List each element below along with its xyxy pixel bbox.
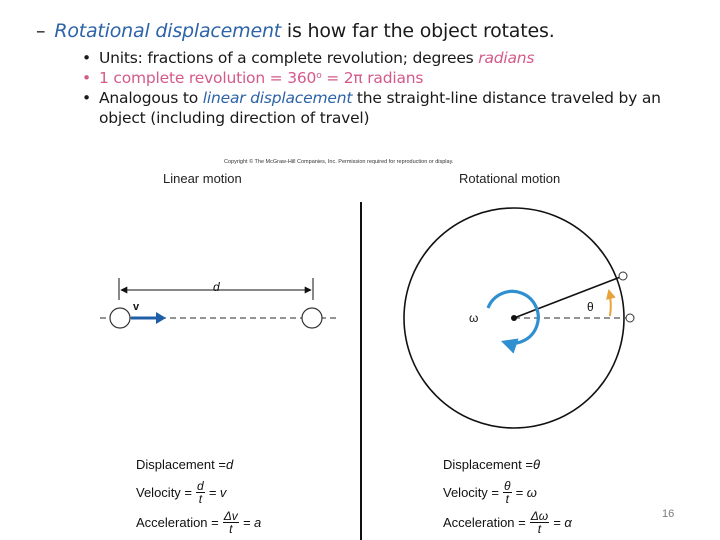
copyright-notice: Copyright © The McGraw-Hill Companies, Inc. Permission required for reproduction or display.	[224, 159, 454, 165]
rotational-acceleration-eq: Acceleration = $\frac{\Delta\omega}{t}$ = α	[443, 509, 572, 536]
linear-motion-title: Linear motion	[163, 171, 242, 186]
theta-label: θ	[587, 300, 594, 314]
d-label: d	[213, 280, 220, 294]
units-text: Units: fractions of a complete revolution; degrees	[99, 49, 479, 67]
term-rotational-displacement: Rotational displacement	[54, 20, 282, 42]
motion-figure	[100, 158, 720, 540]
start-ball	[110, 308, 130, 328]
linear-velocity-eq: Velocity = $\frac{d}{t}$ = v	[136, 479, 227, 506]
main-bullet	[36, 20, 555, 42]
revolution-text: 1 complete revolution = 360	[99, 69, 317, 87]
analog-prefix: Analogous to	[99, 89, 203, 107]
sub-bullet-units	[82, 48, 712, 68]
rotational-displacement-eq: Displacement = θ	[443, 457, 541, 472]
v-label: v	[133, 301, 140, 313]
linear-acceleration-eq: Acceleration = $\frac{\Delta v}{t}$ = a	[136, 509, 262, 536]
rotated-point	[619, 272, 627, 280]
sub-bullets	[82, 48, 712, 128]
main-bullet-text: is how far the object rotates.	[281, 20, 555, 42]
linear-displacement-eq: Displacement = d	[136, 457, 234, 472]
initial-point	[626, 314, 634, 322]
analog-rest: the straight-line distance traveled by an object (including direction of travel)	[99, 89, 661, 127]
degree-superscript: o	[316, 71, 322, 81]
bullet-dot-icon: •	[82, 49, 91, 67]
bullet-dot-icon: •	[82, 89, 91, 107]
revolution-rest: = 2π radians	[321, 69, 424, 87]
end-ball	[302, 308, 322, 328]
rotational-motion-title: Rotational motion	[459, 171, 561, 186]
page-number: 16	[662, 508, 675, 520]
sub-bullet-revolution	[82, 68, 712, 88]
rotational-velocity-eq: Velocity = $\frac{\theta}{t}$ = ω	[443, 479, 537, 506]
center-dot	[511, 315, 517, 321]
theta-arc-arrow	[609, 291, 611, 316]
bullet-dot-icon: •	[82, 69, 91, 87]
dash-marker: –	[36, 20, 46, 42]
velocity-arrow	[156, 312, 166, 324]
term-linear-displacement: linear displacement	[202, 89, 353, 107]
units-radians: radians	[478, 49, 535, 67]
omega-label: ω	[469, 311, 479, 325]
sub-bullet-analogous	[82, 88, 712, 128]
